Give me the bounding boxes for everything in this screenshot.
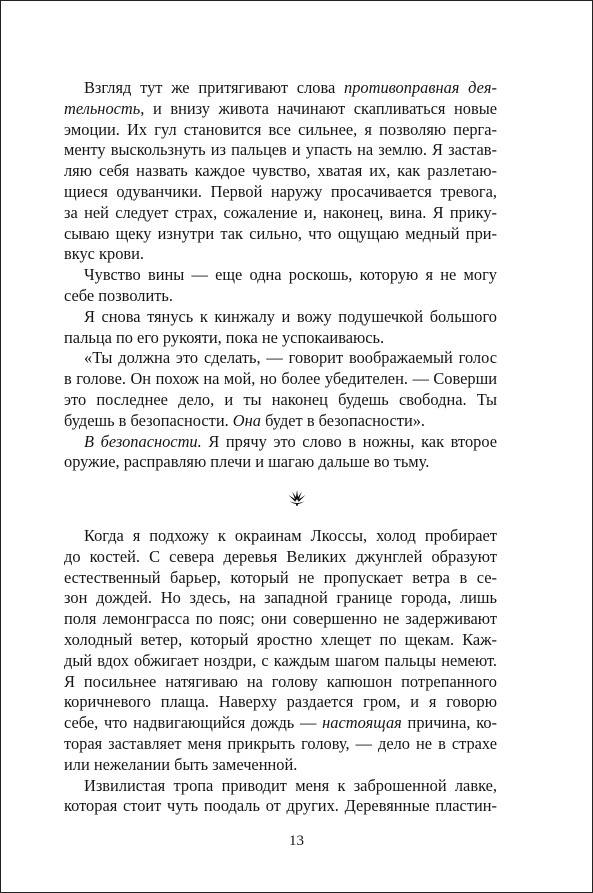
text-line: щиеся одуванчики. Первой наружу просачивается тревога, (64, 181, 497, 201)
text-section-2 (64, 526, 497, 817)
text-line: оружие, расправляю плечи и шагаю дальше во тьму. (64, 452, 430, 472)
text-line: пальца по его рукояти, пока не успокаиваюсь. (64, 327, 385, 347)
italic-phrase: Она (232, 410, 261, 430)
text-line: холодный ветер, который яростно хлещет по щекам. Каж- (64, 629, 497, 649)
italic-phrase: противоправная дея- (344, 78, 497, 97)
paragraph (64, 78, 497, 265)
text-line: которая стоит чуть поодаль от других. Деревянные пластин- (64, 796, 497, 816)
text-line: Я снова тянусь к кинжалу и вожу подушечкой большого (84, 306, 497, 326)
text-line: это последнее дело, и ты наконец будешь свободна. Ты (64, 389, 497, 409)
text-line: «Ты должна это сделать, — говорит воображаемый голос (84, 348, 497, 368)
paragraph (64, 432, 497, 474)
section-ornament (1, 487, 592, 511)
text-line: естественный барьер, который не пропускает ветра в се- (64, 567, 497, 587)
italic-phrase: настоящая (322, 713, 402, 733)
text-line: до костей. С севера деревья Великих джунглей образуют (64, 546, 497, 566)
text-line: дый вдох обжигает ноздри, с каждым шагом пальцы немеют. (64, 650, 497, 670)
paragraph (64, 526, 497, 776)
text-line: В безопасности. Я прячу это слово в ножны, как второе (84, 431, 498, 451)
page-number: 13 (289, 833, 304, 849)
text-line: сываю щеку изнутри так сильно, что ощущаю медный при- (64, 223, 497, 243)
text-line: торая заставляет меня прикрыть голову, — дело не в страхе (64, 733, 497, 753)
paragraph (64, 348, 497, 431)
text-line: себе, что надвигающийся дождь — настоящая причина, ко- (64, 713, 497, 733)
lotus-flower-icon (286, 496, 308, 513)
text-line: Извилистая тропа приводит меня к заброшенной лавке, (84, 775, 497, 795)
text-section-1 (64, 78, 497, 473)
text-line: коричневого плаща. Наверху раздается гром, и я говорю (64, 692, 497, 712)
text-line: себе позволить. (64, 285, 173, 305)
text-line: ляю себя назвать каждое чувство, хватая их, как разлетаю- (64, 161, 497, 181)
text-line: эмоции. Их гул становится все сильнее, я позволяю перга- (64, 119, 497, 139)
text-line: за ней следует страх, сожаление и, наконец, вина. Я прику- (64, 202, 497, 222)
text-line: будешь в безопасности. Она будет в безопасности». (64, 410, 426, 430)
text-line: менту выскользнуть из пальцев и упасть на землю. Я застав- (64, 140, 497, 160)
paragraph (64, 776, 497, 818)
text-line: или нежелании быть замеченной. (64, 754, 298, 774)
text-line: тельность, и внизу живота начинают скапливаться новые (64, 98, 497, 118)
paragraph (64, 307, 497, 349)
text-line: Я посильнее натягиваю на голову капюшон потрепанного (64, 671, 497, 691)
text-line: Взгляд тут же притягивают слова противоправная дея- (84, 78, 497, 97)
text-line: в голове. Он похож на мой, но более убедителен. — Соверши (64, 369, 497, 389)
paragraph (64, 265, 497, 307)
italic-phrase: тельность (64, 98, 141, 118)
text-line: поля лемонграсса по пояс; они совершенно не задерживают (64, 609, 497, 629)
text-line: вкус крови. (64, 244, 145, 264)
text-line: зон дождей. Но здесь, на западной границе города, лишь (64, 588, 497, 608)
text-line: Когда я подхожу к окраинам Лкоссы, холод пробирает (84, 526, 497, 545)
text-line: Чувство вины — еще одна роскошь, которую я не могу (84, 265, 497, 285)
italic-phrase: В безопасности. (84, 431, 202, 451)
